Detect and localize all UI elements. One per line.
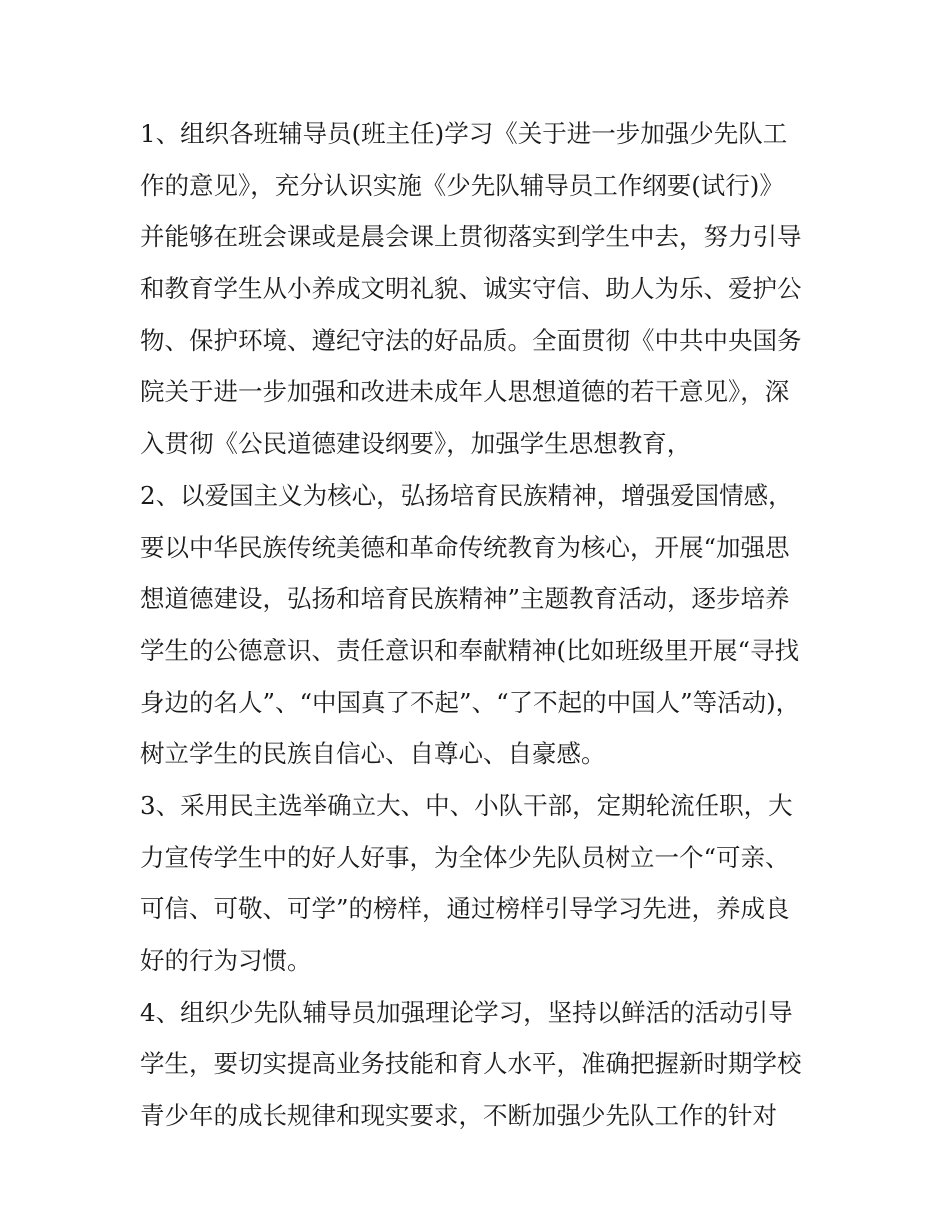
- text-line: 可信、可敬、可学”的榜样，通过榜样引导学习先进，养成良: [140, 894, 790, 924]
- text-line: 好的行为习惯。: [140, 946, 312, 975]
- text-line: 青少年的成长规律和现实要求，不断加强少先队工作的针对: [140, 1101, 777, 1131]
- text-line: 力宣传学生中的好人好事，为全体少先队员树立一个“可亲、: [140, 842, 790, 872]
- text-line: 物、保护环境、遵纪守法的好品质。全面贯彻《中共中央国务: [140, 325, 802, 355]
- text-line: 树立学生的民族自信心、自尊心、自豪感。: [140, 739, 606, 769]
- text-line: 要以中华民族传统美德和革命传统教育为核心，开展“加强思: [140, 532, 790, 562]
- text-line: 学生的公德意识、责任意识和奉献精神(比如班级里开展“寻找: [140, 635, 800, 665]
- text-line: 学生，要切实提高业务技能和育人水平，准确把握新时期学校: [140, 1049, 802, 1079]
- text-line: 2、以爱国主义为核心，弘扬培育民族精神，增强爱国情感，: [140, 480, 793, 510]
- paragraph-2: [140, 470, 820, 780]
- text-line: 想道德建设，弘扬和培育民族精神”主题教育活动，逐步培养: [140, 584, 790, 614]
- text-line: 院关于进一步加强和改进未成年人思想道德的若干意见》，深: [140, 377, 790, 407]
- text-line: 并能够在班会课或是晨会课上贯彻落实到学生中去，努力引导: [140, 222, 802, 252]
- text-line: 3、采用民主选举确立大、中、小队干部，定期轮流任职，大: [140, 790, 793, 820]
- document-body: [140, 108, 820, 1142]
- text-line: 1、组织各班辅导员(班主任)学习《关于进一步加强少先队工: [140, 119, 788, 148]
- text-line: 身边的名人”、“中国真了不起”、“了不起的中国人”等活动)，: [140, 687, 801, 717]
- paragraph-3: [140, 780, 820, 987]
- paragraph-4: [140, 987, 820, 1142]
- paragraph-1: [140, 108, 820, 470]
- text-line: 作的意见》，充分认识实施《少先队辅导员工作纲要(试行)》: [140, 170, 784, 200]
- text-line: 入贯彻《公民道德建设纲要》，加强学生思想教育，: [140, 429, 692, 459]
- text-line: 4、组织少先队辅导员加强理论学习，坚持以鲜活的活动引导: [140, 997, 793, 1027]
- text-line: 和教育学生从小养成文明礼貌、诚实守信、助人为乐、爱护公: [140, 274, 802, 304]
